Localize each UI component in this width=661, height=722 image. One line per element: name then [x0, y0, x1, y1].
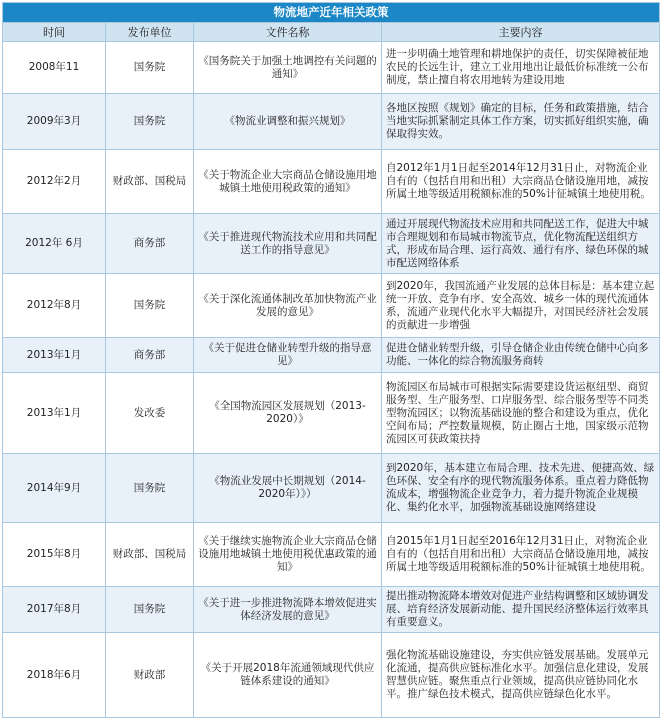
cell-time: 2017年8月: [3, 587, 106, 633]
cell-content: 提出推动物流降本增效对促进产业结构调整和区域协调发展、培育经济发展新动能、提升国民经济整体运行效率具有重要意义。: [382, 587, 660, 633]
cell-document: 《国务院关于加强土地调控有关问题的通知》: [194, 42, 382, 94]
cell-document: 《关于物流企业大宗商品仓储设施用地城镇土地使用税政策的通知》: [194, 150, 382, 214]
column-header-document: 文件名称: [194, 23, 382, 42]
cell-document: 《物流业发展中长期规划（2014-2020年）》）: [194, 454, 382, 523]
table-row: [3, 587, 660, 633]
cell-document: 《关于深化流通体制改革加快物流产业发展的意见》: [194, 274, 382, 338]
table-row: [3, 150, 660, 214]
table-row: [3, 373, 660, 454]
cell-issuer: 国务院: [106, 274, 194, 338]
cell-time: 2015年8月: [3, 523, 106, 587]
cell-time: 2013年1月: [3, 373, 106, 454]
cell-document: 《物流业调整和振兴规划》: [194, 94, 382, 150]
cell-time: 2009年3月: [3, 94, 106, 150]
table-row: [3, 454, 660, 523]
cell-issuer: 商务部: [106, 338, 194, 373]
cell-issuer: 财政部、国税局: [106, 150, 194, 214]
cell-time: 2012年 6月: [3, 214, 106, 274]
cell-content: 自2015年1月1日起至2016年12月31日止，对物流企业自有的（包括自用和出租）大宗商品仓储设施用地，减按所属土地等级适用税额标准的50%计征城镇土地使用税。: [382, 523, 660, 587]
cell-content: 通过开展现代物流技术应用和共同配送工作，促进大中城市合理规划和布局城市物流节点，优化物流配送组织方式，形成布局合理、运行高效、通行有序、绿色环保的城市配送网络体系: [382, 214, 660, 274]
cell-issuer: 商务部: [106, 214, 194, 274]
cell-content: 强化物流基础设施建设，夯实供应链发展基础。发展单元化流通，提高供应链标准化水平。加强信息化建设，发展智慧供应链。聚焦重点行业领域，提高供应链协同化水平。推广绿色技术模式，提高供应链绿色化水平。: [382, 633, 660, 718]
cell-document: 《关于进一步推进物流降本增效促进实体经济发展的意见》: [194, 587, 382, 633]
cell-content: 促进仓储业转型升级，引导仓储企业由传统仓储中心向多功能、一体化的综合物流服务商转: [382, 338, 660, 373]
cell-document: 《关于促进仓储业转型升级的指导意见》: [194, 338, 382, 373]
cell-content: 各地区按照《规划》确定的目标，任务和政策措施，结合当地实际抓紧制定具体工作方案，切实抓好组织实施，确保取得实效。: [382, 94, 660, 150]
cell-time: 2013年1月: [3, 338, 106, 373]
table-row: [3, 523, 660, 587]
table-row: [3, 214, 660, 274]
cell-content: 到2020年，基本建立布局合理、技术先进、便捷高效、绿色环保、安全有序的现代物流服务体系。重点着力降低物流成本，增强物流企业竞争力，着力提升物流企业规模化、集约化水平，加强物流基础设施网络建设: [382, 454, 660, 523]
table-title-row: [3, 3, 660, 23]
policy-table: [2, 2, 660, 718]
cell-issuer: 国务院: [106, 454, 194, 523]
column-header-content: 主要内容: [382, 23, 660, 42]
cell-time: 2012年2月: [3, 150, 106, 214]
table-row: [3, 42, 660, 94]
cell-content: 进一步明确土地管理和耕地保护的责任，切实保障被征地农民的长远生计，建立工业用地出让最低价标准统一公布制度，禁止擅自将农用地转为建设用地: [382, 42, 660, 94]
cell-content: 自2012年1月1日起至2014年12月31日止，对物流企业自有的（包括自用和出租）大宗商品仓储设施用地，减按所属土地等级适用税额标准的50%计征城镇土地使用税。: [382, 150, 660, 214]
cell-time: 2018年6月: [3, 633, 106, 718]
table-row: [3, 633, 660, 718]
cell-document: 《关于开展2018年流通领域现代供应链体系建设的通知》: [194, 633, 382, 718]
cell-time: 2012年8月: [3, 274, 106, 338]
column-header-time: 时间: [3, 23, 106, 42]
cell-issuer: 发改委: [106, 373, 194, 454]
cell-document: 《关于推进现代物流技术应用和共同配送工作的指导意见》: [194, 214, 382, 274]
cell-issuer: 财政部、国税局: [106, 523, 194, 587]
cell-time: 2014年9月: [3, 454, 106, 523]
table-title: 物流地产近年相关政策: [3, 3, 660, 23]
column-header-issuer: 发布单位: [106, 23, 194, 42]
cell-content: 到2020年，我国流通产业发展的总体目标是：基本建立起统一开放、竞争有序、安全高效、城乡一体的现代流通体系，流通产业现代化水平大幅提升，对国民经济社会发展的贡献进一步增强: [382, 274, 660, 338]
table-row: [3, 274, 660, 338]
table-row: [3, 338, 660, 373]
cell-document: 《关于继续实施物流企业大宗商品仓储设施用地城镇土地使用税优惠政策的通知》: [194, 523, 382, 587]
table-row: [3, 94, 660, 150]
policy-table-container: [2, 2, 659, 718]
cell-issuer: 国务院: [106, 42, 194, 94]
cell-issuer: 财政部: [106, 633, 194, 718]
cell-issuer: 国务院: [106, 587, 194, 633]
cell-time: 2008年11: [3, 42, 106, 94]
cell-document: 《全国物流园区发展规划（2013-2020）》: [194, 373, 382, 454]
table-header-row: [3, 23, 660, 42]
cell-issuer: 国务院: [106, 94, 194, 150]
cell-content: 物流园区布局城市可根据实际需要建设货运枢纽型、商贸服务型、生产服务型、口岸服务型、综合服务型等不同类型物流园区；以物流基础设施的整合和建设为重点，优化空间布局；严控数量规模，防止圈占土地，国家级示范物流园区可获政策扶持: [382, 373, 660, 454]
